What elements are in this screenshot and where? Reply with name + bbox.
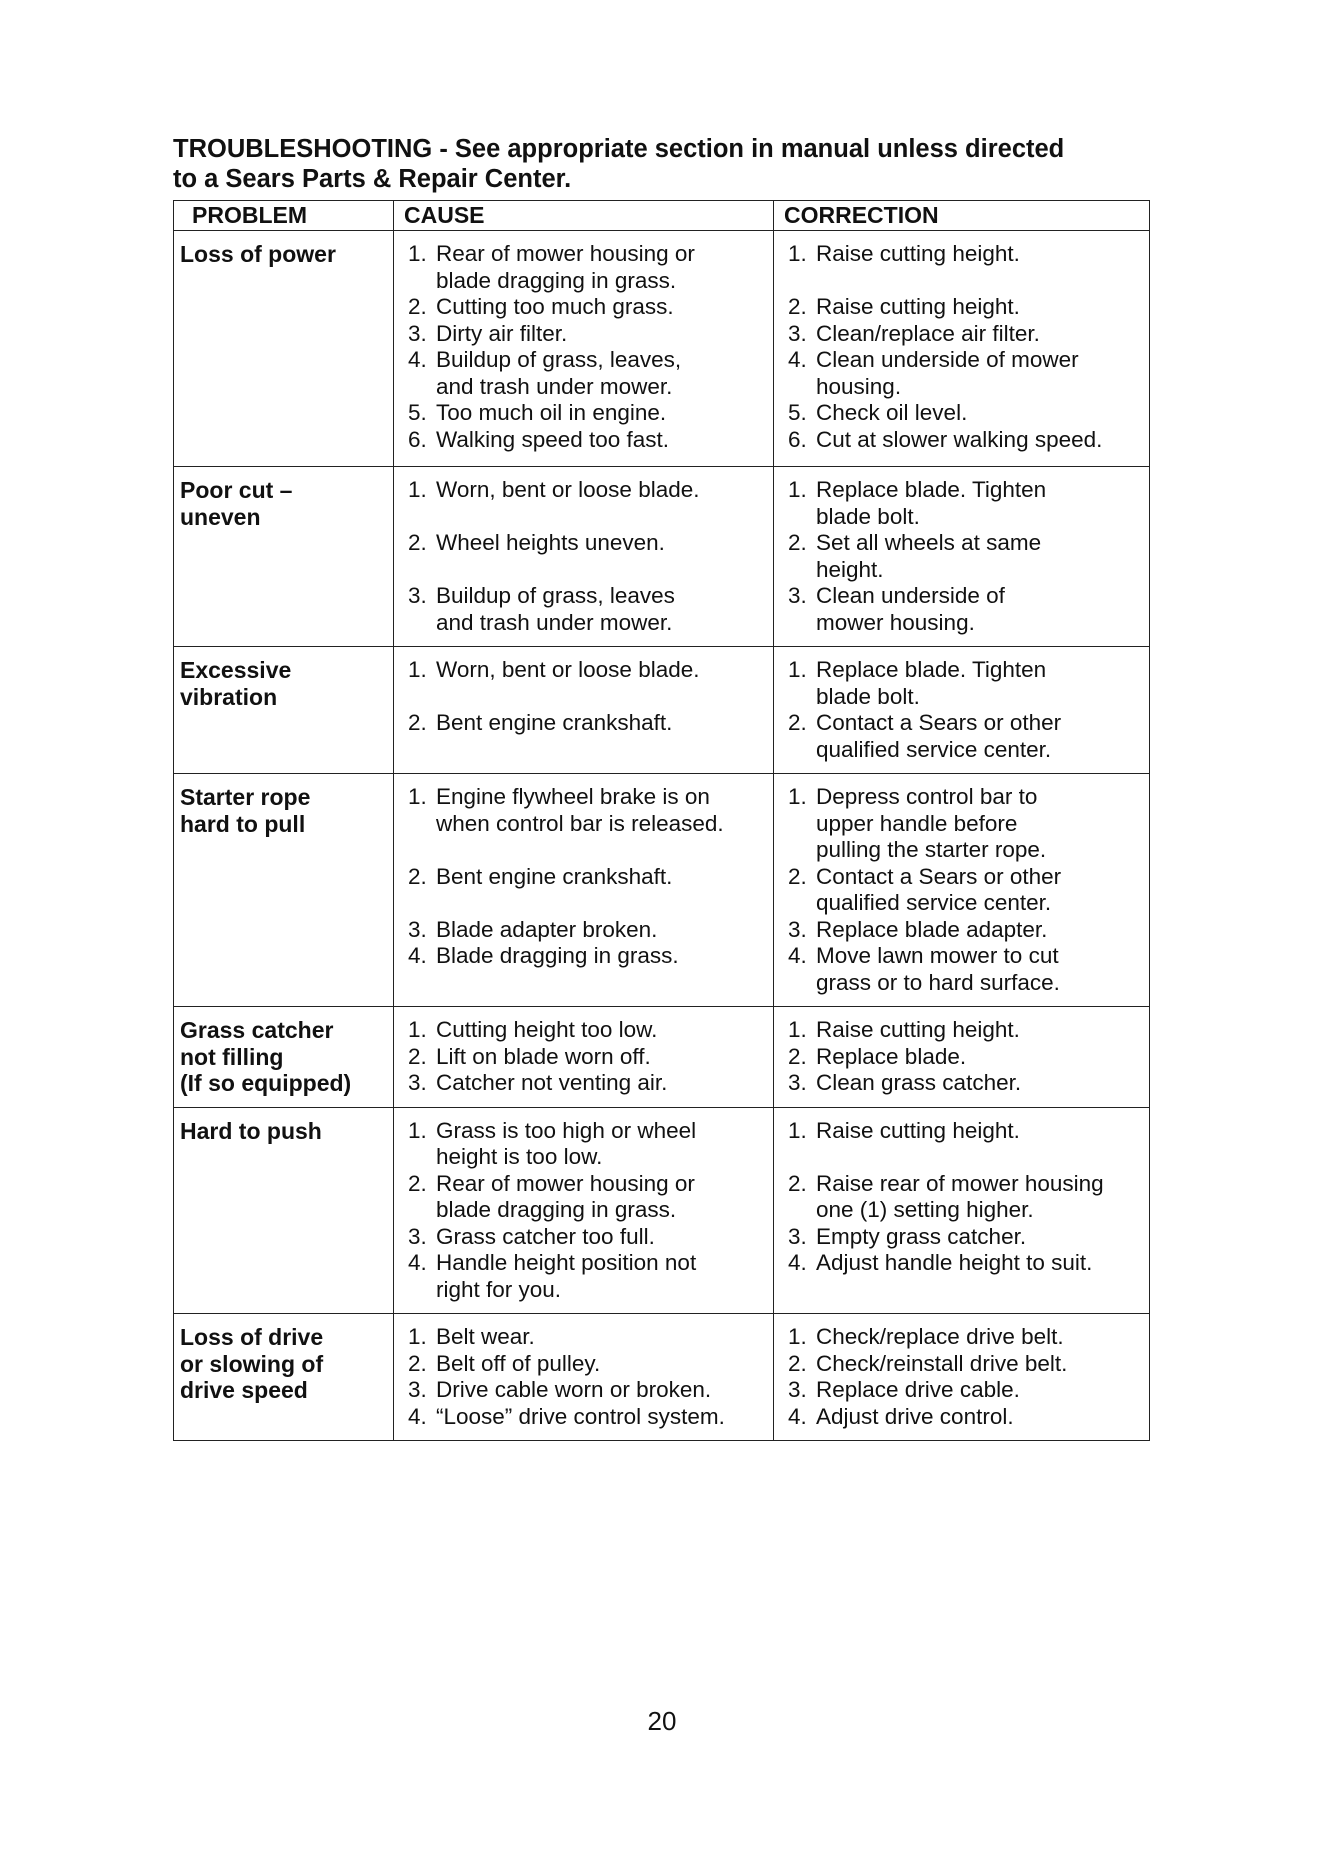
cause-item [400, 1070, 767, 1097]
item-number: 3. [788, 1377, 807, 1402]
item-number: 1. [408, 1117, 427, 1143]
item-number: 4. [788, 943, 807, 968]
item-text [816, 241, 1143, 294]
page-heading [173, 134, 1153, 194]
correction-item [780, 400, 1143, 427]
item-text-line: Check oil level. [816, 400, 968, 425]
correction-cell [774, 467, 1150, 647]
correction-item [780, 1044, 1143, 1071]
item-number: 3. [408, 320, 427, 346]
item-text [436, 1404, 767, 1431]
item-text-line: Rear of mower housing or [436, 1170, 695, 1196]
item-number: 2. [408, 294, 427, 319]
item-number: 1. [788, 657, 807, 682]
table-row [174, 1107, 1150, 1314]
cause-item [400, 1377, 767, 1404]
item-text-line: Drive cable worn or broken. [436, 1377, 712, 1402]
correction-cell [774, 1107, 1150, 1314]
problem-text: Poor cut – [180, 477, 293, 503]
item-text [436, 583, 767, 636]
item-text-line: Cutting too much grass. [436, 294, 674, 319]
page-number: 20 [647, 1706, 677, 1736]
item-number: 1. [788, 1017, 807, 1042]
cause-item [400, 1351, 767, 1378]
item-text [436, 400, 767, 427]
problem-text: (If so equipped) [180, 1070, 352, 1096]
problem-text: Excessive [180, 657, 292, 683]
item-number: 1. [788, 1117, 807, 1143]
item-number: 3. [408, 1223, 427, 1249]
correction-item [780, 1377, 1143, 1404]
item-text-line: Raise cutting height. [816, 1017, 1020, 1042]
correction-cell [774, 1314, 1150, 1441]
item-text-line: Clean underside of mower [816, 347, 1079, 372]
item-text [436, 294, 767, 321]
item-text [816, 400, 1143, 427]
correction-item [780, 1351, 1143, 1378]
item-text-line: Buildup of grass, leaves, [436, 347, 682, 372]
item-text-line: Worn, bent or loose blade. [436, 657, 700, 682]
correction-item [780, 710, 1143, 763]
item-number: 2. [408, 1043, 427, 1069]
correction-item [780, 294, 1143, 321]
item-number: 2. [408, 710, 427, 735]
correction-item [780, 917, 1143, 944]
problem-text: or slowing of [180, 1350, 324, 1377]
header-problem: PROBLEM [174, 201, 394, 231]
item-number: 4. [788, 1250, 807, 1275]
item-text-line: Lift on blade worn off. [436, 1043, 651, 1069]
item-number: 6. [788, 426, 807, 452]
item-text-line: height is too low. [436, 1144, 603, 1169]
item-text-line: Too much oil in engine. [436, 400, 667, 425]
item-text [816, 1070, 1143, 1097]
item-number: 4. [788, 347, 807, 372]
correction-item [780, 943, 1143, 996]
table-row [174, 231, 1150, 467]
item-number: 4. [408, 347, 427, 372]
item-text [436, 864, 767, 917]
correction-item [780, 530, 1143, 583]
item-text [816, 1404, 1143, 1431]
table-row [174, 774, 1150, 1007]
item-number: 4. [788, 1403, 807, 1429]
item-text [816, 1324, 1143, 1351]
item-text [436, 1044, 767, 1071]
item-text [436, 347, 767, 400]
item-text-line: pulling the starter rope. [816, 837, 1047, 862]
item-text [816, 657, 1143, 710]
item-text-line: Buildup of grass, leaves [436, 583, 675, 608]
item-text [816, 294, 1143, 321]
item-number: 1. [408, 241, 427, 266]
item-text [816, 1250, 1143, 1277]
item-text-line: Contact a Sears or other [816, 863, 1062, 889]
item-number: 1. [408, 784, 427, 809]
item-text-line: mower housing. [816, 609, 975, 635]
item-text-line: Grass is too high or wheel [436, 1117, 697, 1143]
item-number: 6. [408, 426, 427, 452]
cause-item [400, 583, 767, 636]
item-text [436, 917, 767, 944]
correction-item [780, 583, 1143, 636]
item-number: 1. [788, 784, 807, 809]
item-text-line: Bent engine crankshaft. [436, 863, 673, 889]
item-text-line: “Loose” drive control system. [436, 1403, 725, 1429]
heading-line-1: TROUBLESHOOTING - See appropriate section in manual unless directed [173, 135, 1065, 163]
item-text-line: Worn, bent or loose blade. [436, 477, 700, 502]
item-number: 1. [408, 477, 427, 502]
item-text [816, 710, 1143, 763]
item-number: 3. [408, 1377, 427, 1402]
item-text [816, 1171, 1143, 1224]
item-number: 2. [788, 530, 807, 555]
item-number: 2. [408, 863, 427, 889]
item-text [436, 1250, 767, 1303]
item-text [816, 1044, 1143, 1071]
item-number: 1. [408, 1324, 427, 1349]
item-text [436, 321, 767, 348]
item-text-line [816, 1144, 1143, 1171]
correction-item [780, 1070, 1143, 1097]
cause-item [400, 321, 767, 348]
item-text [436, 241, 767, 294]
item-number: 2. [408, 1170, 427, 1196]
item-text-line: Move lawn mower to cut [816, 943, 1059, 968]
item-number: 3. [408, 1070, 427, 1095]
item-number: 2. [408, 530, 427, 555]
correction-item [780, 864, 1143, 917]
item-text-line: Contact a Sears or other [816, 710, 1062, 735]
item-number: 1. [788, 241, 807, 266]
cause-item [400, 1017, 767, 1044]
cause-item [400, 1044, 767, 1071]
cause-item [400, 710, 767, 737]
item-number: 2. [788, 1170, 807, 1196]
item-text-line: one (1) setting higher. [816, 1197, 1034, 1222]
item-text-line: Belt off of pulley. [436, 1350, 601, 1376]
item-number: 1. [788, 1324, 807, 1349]
item-number: 5. [408, 400, 427, 425]
item-text-line: Check/reinstall drive belt. [816, 1350, 1068, 1376]
item-text-line: Blade dragging in grass. [436, 943, 679, 968]
item-text-line: Clean/replace air filter. [816, 320, 1040, 346]
item-text-line: Check/replace drive belt. [816, 1324, 1064, 1349]
table-row [174, 1007, 1150, 1108]
item-text [436, 1070, 767, 1097]
problem-text: Grass catcher [180, 1017, 334, 1043]
correction-item [780, 321, 1143, 348]
cause-item [400, 1250, 767, 1303]
item-text [816, 347, 1143, 400]
item-text-line: Grass catcher too full. [436, 1223, 655, 1249]
correction-item [780, 477, 1143, 530]
item-text-line: housing. [816, 373, 902, 399]
item-number: 1. [408, 657, 427, 682]
cause-item [400, 1324, 767, 1351]
item-text-line: Replace blade. Tighten [816, 477, 1047, 502]
item-text-line: height. [816, 556, 884, 582]
item-number: 1. [408, 1017, 427, 1042]
correction-item [780, 241, 1143, 294]
item-text [436, 784, 767, 864]
correction-cell [774, 774, 1150, 1007]
item-text-line: and trash under mower. [436, 373, 673, 399]
problem-cell [174, 774, 394, 1007]
item-text-line: Blade adapter broken. [436, 916, 658, 942]
cause-cell [394, 1314, 774, 1441]
item-number: 3. [788, 320, 807, 346]
item-text [816, 1351, 1143, 1378]
item-text-line: Clean grass catcher. [816, 1070, 1022, 1095]
cause-item [400, 1171, 767, 1224]
header-correction: CORRECTION [774, 201, 1150, 231]
problem-cell [174, 1314, 394, 1441]
correction-item [780, 427, 1143, 454]
item-text-line: Engine flywheel brake is on [436, 784, 710, 809]
problem-text: uneven [180, 503, 261, 530]
cause-item [400, 1118, 767, 1171]
troubleshooting-table [173, 200, 1150, 1441]
correction-item [780, 1250, 1143, 1277]
cause-item [400, 400, 767, 427]
correction-item [780, 1171, 1143, 1224]
item-text [436, 943, 767, 970]
item-text-line: Cut at slower walking speed. [816, 426, 1103, 452]
item-text-line: blade dragging in grass. [436, 1197, 677, 1222]
problem-text: Loss of power [180, 241, 336, 267]
item-text-line: Replace drive cable. [816, 1377, 1020, 1402]
problem-text: not filling [180, 1043, 284, 1070]
item-text-line: Walking speed too fast. [436, 426, 670, 452]
cause-cell [394, 1007, 774, 1108]
item-number: 3. [788, 583, 807, 608]
item-text-line [436, 557, 767, 584]
item-text-line: Rear of mower housing or [436, 241, 695, 266]
problem-cell [174, 231, 394, 467]
item-text-line [436, 890, 767, 917]
correction-item [780, 784, 1143, 864]
problem-text: Hard to push [180, 1117, 322, 1144]
item-number: 4. [408, 1403, 427, 1429]
item-text [436, 1171, 767, 1224]
correction-cell [774, 647, 1150, 774]
item-text-line: when control bar is released. [436, 810, 724, 836]
cause-cell [394, 231, 774, 467]
problem-cell [174, 467, 394, 647]
item-text-line: Bent engine crankshaft. [436, 710, 673, 735]
item-text [816, 1224, 1143, 1251]
item-text-line: Catcher not venting air. [436, 1070, 668, 1095]
item-text [436, 710, 767, 737]
cause-item [400, 943, 767, 970]
item-text-line: Replace blade. [816, 1043, 967, 1069]
item-text-line: Handle height position not [436, 1250, 697, 1275]
item-text [436, 1377, 767, 1404]
correction-cell [774, 1007, 1150, 1108]
cause-item [400, 1404, 767, 1431]
cause-item [400, 864, 767, 917]
item-text-line: Depress control bar to [816, 784, 1038, 809]
item-number: 3. [788, 1223, 807, 1249]
item-text [816, 864, 1143, 917]
item-text-line: Raise rear of mower housing [816, 1170, 1104, 1196]
item-text-line: Clean underside of [816, 583, 1005, 608]
item-text [436, 530, 767, 583]
item-text [816, 1118, 1143, 1171]
item-text-line: Replace blade. Tighten [816, 657, 1047, 682]
correction-item [780, 347, 1143, 400]
item-text-line: Raise cutting height. [816, 241, 1020, 266]
item-number: 4. [408, 1250, 427, 1275]
item-text-line: Replace blade adapter. [816, 916, 1048, 942]
table-row [174, 467, 1150, 647]
problem-text: Starter rope [180, 784, 311, 810]
cause-item [400, 657, 767, 710]
item-text [816, 427, 1143, 454]
cause-cell [394, 1107, 774, 1314]
item-number: 2. [788, 863, 807, 889]
problem-text: drive speed [180, 1377, 308, 1403]
table-header-row [174, 201, 1150, 231]
item-text [816, 530, 1143, 583]
item-text-line: and trash under mower. [436, 609, 673, 635]
correction-item [780, 1017, 1143, 1044]
item-text [816, 1017, 1143, 1044]
cause-cell [394, 774, 774, 1007]
correction-item [780, 1404, 1143, 1431]
item-text-line: Belt wear. [436, 1324, 535, 1349]
item-text-line: upper handle before [816, 810, 1018, 836]
item-number: 2. [788, 1043, 807, 1069]
item-number: 2. [788, 710, 807, 735]
item-text-line: Adjust drive control. [816, 1403, 1014, 1429]
table-body [174, 231, 1150, 1441]
cause-item [400, 917, 767, 944]
item-text-line: qualified service center. [816, 736, 1052, 762]
heading-line-2: to a Sears Parts & Repair Center. [173, 165, 572, 193]
problem-cell [174, 1107, 394, 1314]
item-text [436, 1351, 767, 1378]
correction-item [780, 657, 1143, 710]
item-text-line: Adjust handle height to suit. [816, 1250, 1093, 1275]
table-row [174, 647, 1150, 774]
cause-item [400, 294, 767, 321]
item-text-line: right for you. [436, 1276, 562, 1302]
item-text [816, 784, 1143, 864]
problem-cell [174, 647, 394, 774]
item-number: 5. [788, 400, 807, 425]
item-text-line [436, 684, 767, 711]
item-text-line: Raise cutting height. [816, 1117, 1020, 1143]
cause-item [400, 347, 767, 400]
problem-text: vibration [180, 683, 278, 710]
item-text [436, 1324, 767, 1351]
correction-item [780, 1118, 1143, 1171]
item-text-line: Cutting height too low. [436, 1017, 658, 1042]
cause-cell [394, 467, 774, 647]
item-text-line: Wheel heights uneven. [436, 530, 665, 555]
item-text-line: qualified service center. [816, 890, 1052, 915]
correction-item [780, 1324, 1143, 1351]
item-number: 2. [788, 294, 807, 319]
item-text-line: Empty grass catcher. [816, 1223, 1027, 1249]
item-text-line: Set all wheels at same [816, 530, 1042, 555]
item-text [816, 1377, 1143, 1404]
item-number: 4. [408, 943, 427, 968]
item-text [816, 943, 1143, 996]
item-text [436, 657, 767, 710]
item-number: 2. [408, 1350, 427, 1376]
item-text-line [436, 837, 767, 864]
item-text [436, 1118, 767, 1171]
item-number: 3. [788, 916, 807, 942]
cause-item [400, 427, 767, 454]
item-text [436, 477, 767, 530]
item-number: 1. [788, 477, 807, 502]
item-number: 3. [408, 916, 427, 942]
item-text [816, 477, 1143, 530]
item-text [436, 1017, 767, 1044]
item-text-line [436, 504, 767, 531]
item-text [436, 427, 767, 454]
item-number: 2. [788, 1350, 807, 1376]
item-number: 3. [408, 583, 427, 608]
item-text [816, 917, 1143, 944]
cause-item [400, 477, 767, 530]
cause-item [400, 530, 767, 583]
correction-cell [774, 231, 1150, 467]
cause-item [400, 784, 767, 864]
item-text-line: Dirty air filter. [436, 320, 568, 346]
item-text-line: blade dragging in grass. [436, 267, 677, 293]
cause-item [400, 1224, 767, 1251]
table-row [174, 1314, 1150, 1441]
problem-text: Loss of drive [180, 1324, 324, 1350]
item-text [816, 321, 1143, 348]
problem-text: hard to pull [180, 810, 306, 837]
header-cause: CAUSE [394, 201, 774, 231]
item-text-line: blade bolt. [816, 503, 920, 529]
item-text [436, 1224, 767, 1251]
item-text-line [816, 268, 1143, 295]
item-text-line: Raise cutting height. [816, 294, 1020, 319]
cause-cell [394, 647, 774, 774]
problem-cell [174, 1007, 394, 1108]
cause-item [400, 241, 767, 294]
correction-item [780, 1224, 1143, 1251]
item-text [816, 583, 1143, 636]
item-text-line: blade bolt. [816, 683, 920, 709]
item-text-line: grass or to hard surface. [816, 969, 1060, 995]
item-number: 3. [788, 1070, 807, 1095]
